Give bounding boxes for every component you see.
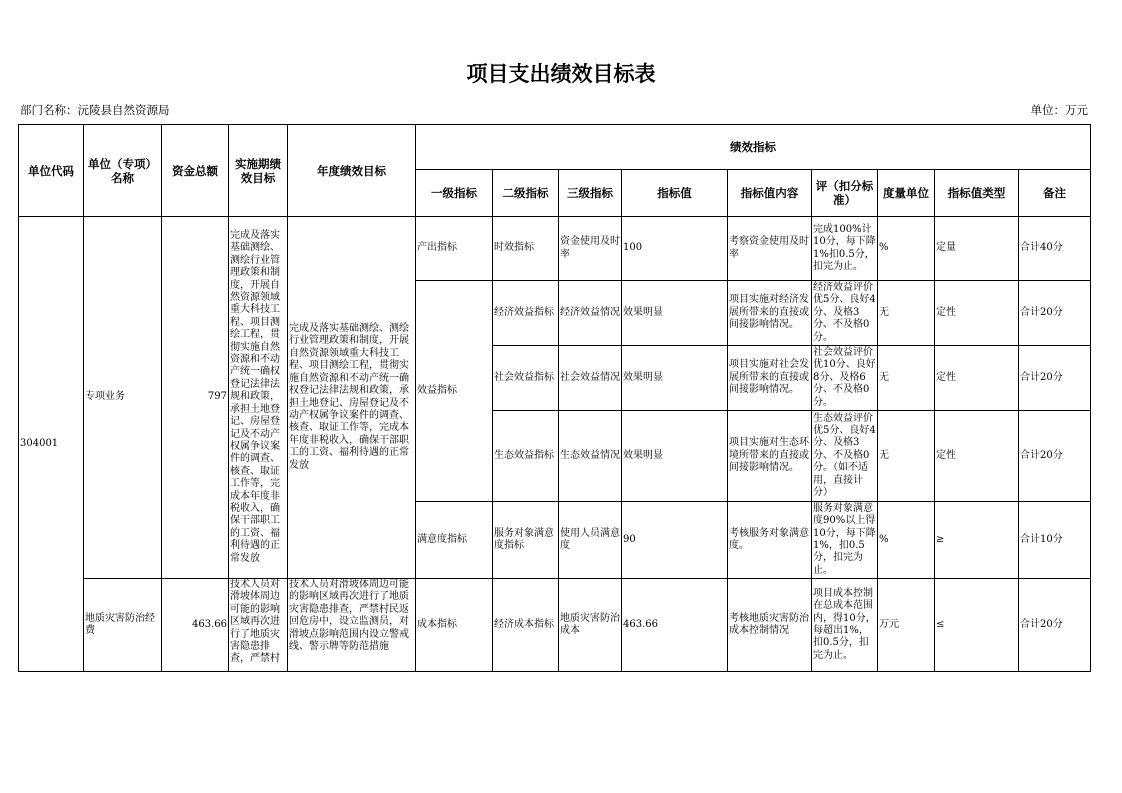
- currency-unit: 单位：万元: [1030, 103, 1088, 117]
- project-amount-cell: 463.66: [162, 579, 229, 672]
- header-period-goal: 实施期绩效目标: [229, 125, 288, 217]
- page-title: 项目支出绩效目标表: [466, 62, 656, 86]
- performance-table: [18, 124, 1091, 672]
- content-cell: 考核服务对象满意度。: [728, 502, 812, 579]
- header-level2: 二级指标: [493, 170, 559, 217]
- level2-cell: 经济效益指标: [493, 281, 559, 346]
- unit-code-cell: 304001: [19, 217, 84, 672]
- annual-goal-cell: 完成及落实基础测绘、测绘行业管理政策和制度，开展自然资源领域重大科技工程、项目测绘工程，贯彻实施自然资源和不动产统一确权登记法律法规和政策，承担土地登记、房屋登记及不动产权属争议案件的调查、核查、取证工作等，完成本年度非税收入，确保干部职工的工资、福利待遇的正常发放: [288, 217, 416, 579]
- department-name: 部门名称：沅陵县自然资源局: [20, 103, 170, 117]
- header-level3: 三级指标: [559, 170, 622, 217]
- level1-cell: 效益指标: [416, 281, 493, 502]
- note-cell: 合计20分: [1019, 346, 1091, 411]
- annual-goal-cell: 技术人员对滑坡体周边可能的影响区域再次进行了地质灾害隐患排查，严禁村民返回危房中，设立监测员，对滑坡点影响范围内设立警戒线、警示牌等防范措施: [288, 579, 416, 672]
- header-content: 指标值内容: [728, 170, 812, 217]
- score-cell: 服务对象满意度90%以上得10分，每下降1%，扣0.5分，扣完为止。: [812, 502, 878, 579]
- measure-unit-cell: 无: [878, 281, 935, 346]
- header-total-funds: 资金总额: [162, 125, 229, 217]
- header-unit-code: 单位代码: [19, 125, 84, 217]
- header-row-1: [19, 125, 1091, 170]
- header-note: 备注: [1019, 170, 1091, 217]
- level2-cell: 服务对象满意度指标: [493, 502, 559, 579]
- value-cell: 效果明显: [622, 346, 728, 411]
- level3-cell: 使用人员满意度: [559, 502, 622, 579]
- score-cell: 项目成本控制在总成本范围内，得10分，每超出1%，扣0.5分，扣完为止。: [812, 579, 878, 672]
- header-indicators: 绩效指标: [416, 125, 1091, 170]
- measure-unit-cell: %: [878, 502, 935, 579]
- level2-cell: 经济成本指标: [493, 579, 559, 672]
- project-name-cell: 地质灾害防治经费: [84, 579, 162, 672]
- level2-cell: 生态效益指标: [493, 411, 559, 502]
- project-amount-cell: 797: [162, 217, 229, 579]
- value-type-cell: ≤: [935, 579, 1019, 672]
- note-cell: 合计20分: [1019, 579, 1091, 672]
- level1-cell: 成本指标: [416, 579, 493, 672]
- header-measure-unit: 度量单位: [878, 170, 935, 217]
- header-value: 指标值: [622, 170, 728, 217]
- level2-cell: 社会效益指标: [493, 346, 559, 411]
- header-level1: 一级指标: [416, 170, 493, 217]
- content-cell: 项目实施对社会发展所带来的直接或间接影响情况。: [728, 346, 812, 411]
- value-type-cell: 定量: [935, 217, 1019, 281]
- level1-cell: 满意度指标: [416, 502, 493, 579]
- period-goal-cell: 完成及落实基础测绘、测绘行业管理政策和制度，开展自然资源领域重大科技工程、项目测绘工程，贯彻实施自然资源和不动产统一确权登记法律法规和政策，承担土地登记、房屋登记及不动产权属争议案件的调查、核查、取证工作等，完成本年度非税收入，确保干部职工的工资、福利待遇的正常发放: [229, 217, 288, 579]
- header-annual-goal: 年度绩效目标: [288, 125, 416, 217]
- value-type-cell: 定性: [935, 281, 1019, 346]
- score-cell: 社会效益评价优10分、良好8分、及格6分、不及格0分。: [812, 346, 878, 411]
- table-row: [19, 217, 1091, 281]
- note-cell: 合计20分: [1019, 411, 1091, 502]
- score-cell: 经济效益评价优5分、良好4分、及格3分、不及格0分。: [812, 281, 878, 346]
- note-cell: 合计20分: [1019, 281, 1091, 346]
- content-cell: 考察资金使用及时率: [728, 217, 812, 281]
- header-project-name: 单位（专项）名称: [84, 125, 162, 217]
- value-type-cell: ≥: [935, 502, 1019, 579]
- value-cell: 90: [622, 502, 728, 579]
- value-cell: 效果明显: [622, 281, 728, 346]
- note-cell: 合计10分: [1019, 502, 1091, 579]
- level3-cell: 资金使用及时率: [559, 217, 622, 281]
- note-cell: 合计40分: [1019, 217, 1091, 281]
- header-value-type: 指标值类型: [935, 170, 1019, 217]
- level3-cell: 社会效益情况: [559, 346, 622, 411]
- measure-unit-cell: 无: [878, 346, 935, 411]
- header-score: 评（扣分标准）: [812, 170, 878, 217]
- measure-unit-cell: 无: [878, 411, 935, 502]
- value-cell: 463.66: [622, 579, 728, 672]
- content-cell: 考核地质灾害防治成本控制情况: [728, 579, 812, 672]
- period-goal-cell: 技术人员对滑坡体周边可能的影响区域再次进行了地质灾害隐患排查，严禁村: [229, 579, 288, 672]
- score-cell: 完成100%计10分，每下降1%扣0.5分，扣完为止。: [812, 217, 878, 281]
- table-row: [19, 579, 1091, 672]
- content-cell: 项目实施对经济发展所带来的直接或间接影响情况。: [728, 281, 812, 346]
- measure-unit-cell: %: [878, 217, 935, 281]
- level3-cell: 生态效益情况: [559, 411, 622, 502]
- level3-cell: 地质灾害防治成本: [559, 579, 622, 672]
- score-cell: 生态效益评价优5分、良好4分、及格3分、不及格0分。（如不适用，直接计分）: [812, 411, 878, 502]
- content-cell: 项目实施对生态环境所带来的直接或间接影响情况。: [728, 411, 812, 502]
- measure-unit-cell: 万元: [878, 579, 935, 672]
- value-type-cell: 定性: [935, 346, 1019, 411]
- value-cell: 效果明显: [622, 411, 728, 502]
- value-type-cell: 定性: [935, 411, 1019, 502]
- project-name-cell: 专项业务: [84, 217, 162, 579]
- level3-cell: 经济效益情况: [559, 281, 622, 346]
- level1-cell: 产出指标: [416, 217, 493, 281]
- level2-cell: 时效指标: [493, 217, 559, 281]
- value-cell: 100: [622, 217, 728, 281]
